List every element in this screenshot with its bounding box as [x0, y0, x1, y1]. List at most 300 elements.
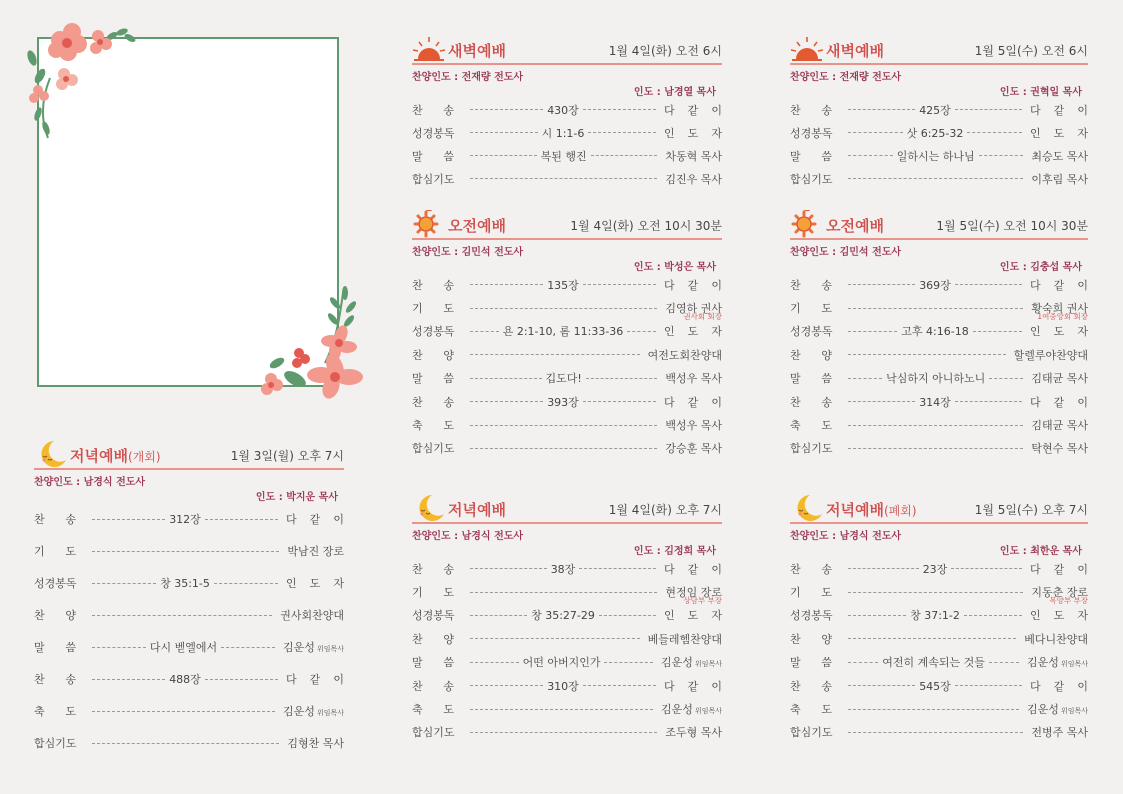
program-row: [34, 695, 344, 727]
program-person: [665, 171, 722, 187]
program-person: [1024, 631, 1088, 647]
program-content: 창 37:1-2: [910, 609, 960, 623]
program-person-name: 다 같 이: [664, 562, 722, 576]
program-row: [412, 98, 722, 121]
program-row: [412, 296, 722, 322]
choir-leader: 찬양인도 : 전재량 전도사: [790, 72, 902, 83]
floral-bottom-right-decoration: [255, 283, 365, 403]
dot-leader: [848, 401, 915, 402]
program-person-name: 인 도 자: [664, 126, 722, 140]
program-row: [790, 167, 1088, 190]
program-row: [412, 413, 722, 436]
service-title-text: 저녁예배: [70, 447, 128, 465]
program-leader-dots: [88, 671, 282, 687]
program-row: [790, 413, 1088, 436]
dot-leader: [848, 662, 878, 663]
program-person-title: 위임목사: [1060, 707, 1088, 716]
dot-leader: [470, 331, 499, 332]
program-person-name: 베들레헴찬양대: [647, 632, 722, 646]
program-content: 창 35:1-5: [160, 577, 210, 590]
program-leader-dots: [844, 102, 1026, 118]
program-person: [1031, 171, 1088, 187]
program-content: 545장: [919, 679, 951, 693]
program-label: 찬 송: [412, 103, 454, 117]
program-person-role: 상담부 부장: [683, 596, 722, 606]
program-row: [790, 651, 1088, 674]
program-person: [648, 347, 722, 363]
dot-leader: [848, 155, 893, 156]
program-content: 시 1:1-6: [541, 126, 585, 140]
dot-leader: [848, 132, 903, 133]
program-label: 찬 송: [790, 679, 832, 693]
program-person-name: 인 도 자: [664, 609, 722, 623]
choir-leader: 찬양인도 : 남경식 전도사: [34, 477, 146, 488]
sun-icon: [790, 210, 824, 238]
program-person-role: 목양부 부장: [1049, 596, 1088, 606]
program-row: [790, 674, 1088, 697]
program-leader-dots: [466, 323, 660, 339]
service-date: 1월 4일(화) 오전 10시 30분: [570, 219, 722, 233]
program-person-name: 김운성: [283, 641, 315, 654]
sunrise-icon: [412, 35, 446, 63]
header-underline: [412, 238, 722, 240]
program-label: 찬 송: [412, 395, 454, 409]
dot-leader: [951, 568, 1022, 569]
program-person-name: 현정임 장로: [665, 586, 722, 600]
program-person: [1027, 701, 1088, 717]
program-label: 축 도: [412, 419, 454, 433]
program-leader-dots: [466, 277, 660, 293]
program-content: 369장: [919, 278, 951, 292]
dot-leader: [848, 308, 1023, 309]
program-row: [790, 296, 1088, 322]
dot-leader: [92, 647, 146, 648]
program-person: [1030, 678, 1088, 694]
dot-leader: [205, 679, 278, 680]
program-row: [790, 697, 1088, 720]
program-person: [1030, 102, 1088, 118]
program-content: 창 35:27-29: [531, 609, 595, 623]
program-person-name: 인 도 자: [1030, 126, 1088, 140]
program-label: 기 도: [790, 586, 832, 600]
program-content: 38장: [550, 562, 576, 576]
dot-leader: [848, 592, 1023, 593]
program-person-name: 이후림 목사: [1031, 172, 1088, 186]
program-person-name: 황숙희 권사: [1031, 302, 1088, 316]
program-row: [790, 343, 1088, 366]
program-row: [412, 437, 722, 460]
service-title: [826, 215, 884, 236]
program-label: 찬 송: [412, 562, 454, 576]
program-label: 축 도: [34, 705, 76, 718]
service-leader: 인도 : 박지운 목사: [255, 492, 338, 503]
program-label: 말 씀: [412, 656, 454, 670]
program-person-name: 다 같 이: [1030, 395, 1088, 409]
dot-leader: [92, 679, 165, 680]
program-person-name: 김운성: [1027, 656, 1059, 670]
program-leader-dots: [88, 511, 282, 527]
header-underline: [790, 63, 1088, 65]
program-row: [790, 390, 1088, 413]
moon-icon: [412, 494, 446, 522]
program-person: [1030, 394, 1088, 410]
choir-leader: 찬양인도 : 김민석 전도사: [412, 247, 524, 258]
program-row: [412, 144, 722, 167]
program-person-name: 강승훈 목사: [665, 442, 722, 456]
program-leader-dots: [466, 448, 661, 449]
program-row: [34, 503, 344, 535]
program-content: 135장: [547, 278, 579, 292]
program-label: 기 도: [34, 545, 76, 558]
dot-leader: [973, 331, 1022, 332]
service-title: [448, 499, 506, 520]
dot-leader: [583, 284, 656, 285]
program-person-name: 다 같 이: [1030, 103, 1088, 117]
program-person: [1030, 277, 1088, 293]
service-title-text: 오전예배: [826, 217, 884, 235]
dot-leader: [470, 709, 653, 710]
program-person: [661, 654, 722, 670]
program-leader-dots: [844, 561, 1026, 577]
dot-leader: [92, 519, 165, 520]
program-row: [34, 663, 344, 695]
program-leader-dots: [88, 743, 283, 744]
dot-leader: [92, 743, 279, 744]
program-leader-dots: [466, 102, 660, 118]
service-evening-jan5: [790, 494, 1088, 744]
program-label: 기 도: [412, 586, 454, 600]
program-label: 합심기도: [790, 726, 833, 740]
program-row: [790, 721, 1088, 744]
service-title-note: (폐회): [883, 504, 917, 518]
program-leader-dots: [844, 370, 1027, 386]
program-leader-dots: [466, 178, 661, 179]
header-underline: [34, 468, 344, 470]
program-label: 축 도: [790, 703, 832, 717]
program-person: [664, 607, 722, 623]
service-leader: 인도 : 권혁일 목사: [999, 87, 1082, 98]
service-date: 1월 5일(수) 오전 6시: [974, 44, 1088, 58]
service-dawn-jan4: [412, 35, 722, 190]
program-person-name: 전병주 목사: [1031, 726, 1088, 740]
program-row: [790, 437, 1088, 460]
dot-leader: [470, 132, 538, 133]
program-leader-dots: [844, 394, 1026, 410]
dot-leader: [470, 615, 527, 616]
program-person: [1031, 370, 1088, 386]
program-leader-dots: [466, 354, 644, 355]
program-person: [664, 277, 722, 293]
program-content: 393장: [547, 395, 579, 409]
dot-leader: [470, 178, 657, 179]
program-label: 말 씀: [790, 372, 832, 386]
header-underline: [412, 63, 722, 65]
program-leader-dots: [466, 125, 660, 141]
program-person: [665, 440, 722, 456]
dot-leader: [955, 284, 1022, 285]
program-content: 일하시는 하나님: [896, 149, 975, 163]
program-row: [790, 580, 1088, 606]
service-title-text: 오전예배: [448, 217, 506, 235]
program-label: 찬 송: [790, 103, 832, 117]
program-label: 찬 양: [412, 632, 454, 646]
program-content: 복된 행진: [540, 149, 587, 163]
dot-leader: [470, 732, 657, 733]
service-leader: 인도 : 김충섭 목사: [999, 262, 1082, 273]
program-leader-dots: [844, 592, 1027, 593]
program-leader-dots: [466, 654, 657, 670]
program-person-title: 위임목사: [1060, 660, 1088, 669]
program-label: 말 씀: [34, 641, 76, 654]
sun-icon: [412, 210, 446, 238]
program-label: 찬 송: [412, 278, 454, 292]
program-leader-dots: [844, 654, 1023, 670]
program-leader-dots: [88, 551, 283, 552]
program-label: 성경봉독: [790, 325, 833, 339]
program-person: [1030, 607, 1088, 623]
dot-leader: [470, 638, 640, 639]
program-person: [1031, 148, 1088, 164]
program-label: 축 도: [790, 419, 832, 433]
program-person: [287, 735, 344, 751]
program-leader-dots: [88, 711, 279, 712]
program-person-name: 탁현수 목사: [1031, 442, 1088, 456]
program-person-name: 차동혁 목사: [665, 149, 722, 163]
program-label: 성경봉독: [412, 325, 455, 339]
program-row: [34, 567, 344, 599]
dot-leader: [848, 448, 1023, 449]
dot-leader: [583, 109, 656, 110]
program-person-name: 베다니찬양대: [1024, 632, 1088, 646]
dot-leader: [470, 155, 537, 156]
program-row: [412, 697, 722, 720]
program-person: [283, 703, 344, 719]
program-person-name: 인 도 자: [1030, 609, 1088, 623]
program-leader-dots: [466, 678, 660, 694]
program-row: [790, 627, 1088, 650]
choir-leader: 찬양인도 : 김민석 전도사: [790, 247, 902, 258]
program-leader-dots: [88, 615, 276, 616]
program-leader-dots: [466, 394, 660, 410]
service-title: [826, 499, 917, 520]
dot-leader: [848, 615, 906, 616]
header-underline: [412, 522, 722, 524]
service-date: 1월 5일(수) 오전 10시 30분: [936, 219, 1088, 233]
program-row: [34, 631, 344, 663]
program-leader-dots: [844, 709, 1023, 710]
program-person-name: 김태균 목사: [1031, 372, 1088, 386]
dot-leader: [588, 132, 656, 133]
program-leader-dots: [844, 178, 1027, 179]
program-label: 기 도: [412, 302, 454, 316]
program-content: 여전히 계속되는 것들: [882, 656, 985, 670]
program-row: [412, 651, 722, 674]
dot-leader: [92, 711, 275, 712]
service-title-text: 저녁예배: [448, 501, 506, 519]
service-date: 1월 4일(화) 오전 6시: [608, 44, 722, 58]
program-label: 성경봉독: [790, 126, 833, 140]
program-label: 축 도: [412, 703, 454, 717]
program-label: 찬 양: [790, 632, 832, 646]
dot-leader: [848, 685, 915, 686]
dot-leader: [989, 378, 1023, 379]
dot-leader: [955, 401, 1022, 402]
dot-leader: [470, 401, 543, 402]
dot-leader: [586, 378, 658, 379]
program-content: 488장: [169, 673, 201, 686]
program-label: 찬 송: [790, 562, 832, 576]
dot-leader: [470, 308, 657, 309]
dot-leader: [955, 685, 1022, 686]
dot-leader: [967, 132, 1022, 133]
program-content: 312장: [169, 513, 201, 526]
dot-leader: [92, 551, 279, 552]
program-leader-dots: [466, 732, 661, 733]
program-person: [664, 561, 722, 577]
program-person: [665, 724, 722, 740]
dot-leader: [848, 109, 915, 110]
dot-leader: [848, 568, 919, 569]
dot-leader: [604, 662, 653, 663]
service-date: 1월 3일(월) 오후 7시: [230, 449, 344, 463]
program-person-name: 다 같 이: [1030, 679, 1088, 693]
program-person: [286, 671, 344, 687]
dot-leader: [92, 615, 272, 616]
program-label: 성경봉독: [412, 609, 455, 623]
program-person: [665, 148, 722, 164]
dot-leader: [848, 284, 915, 285]
program-label: 찬 송: [34, 513, 76, 526]
program-row: [412, 721, 722, 744]
program-label: 말 씀: [790, 656, 832, 670]
program-leader-dots: [88, 639, 279, 655]
service-title: [826, 40, 884, 61]
program-content: 다시 벧엘에서: [149, 641, 218, 654]
program-content: 310장: [547, 679, 579, 693]
program-person-name: 인 도 자: [664, 325, 722, 339]
dot-leader: [470, 592, 657, 593]
dot-leader: [470, 109, 543, 110]
program-person-name: 김진우 목사: [665, 172, 722, 186]
dot-leader: [627, 331, 656, 332]
moon-icon: [790, 494, 824, 522]
program-leader-dots: [844, 277, 1026, 293]
program-person-name: 할렐루야찬양대: [1013, 348, 1088, 362]
program-row: [790, 557, 1088, 580]
dot-leader: [92, 583, 156, 584]
program-content: 낙심하지 아니하노니: [886, 372, 986, 386]
program-row: [412, 121, 722, 144]
program-label: 합심기도: [34, 737, 77, 750]
choir-leader: 찬양인도 : 전재량 전도사: [412, 72, 524, 83]
program-person-name: 백성우 목사: [665, 372, 722, 386]
service-dawn-jan5: [790, 35, 1088, 190]
program-row: [790, 273, 1088, 296]
service-header: [412, 494, 722, 524]
program-row: [412, 273, 722, 296]
program-person-name: 다 같 이: [286, 513, 344, 526]
program-person: [287, 543, 344, 559]
program-label: 말 씀: [412, 149, 454, 163]
program-person-name: 권사회찬양대: [280, 609, 344, 622]
program-row: [790, 121, 1088, 144]
program-person-role: 권사회 회장: [683, 312, 722, 322]
program-row: [412, 557, 722, 580]
program-person-name: 김운성: [283, 705, 315, 718]
dot-leader: [848, 732, 1023, 733]
program-row: [412, 674, 722, 697]
program-content: 430장: [547, 103, 579, 117]
program-label: 합심기도: [412, 442, 455, 456]
dot-leader: [599, 615, 656, 616]
service-leader: 인도 : 김정희 목사: [633, 546, 716, 557]
program-label: 찬 양: [412, 348, 454, 362]
program-person: [1030, 561, 1088, 577]
program-row: [790, 367, 1088, 390]
program-person: [1027, 654, 1088, 670]
choir-leader: 찬양인도 : 남경식 전도사: [790, 531, 902, 542]
program-leader-dots: [466, 425, 661, 426]
service-title: [448, 40, 506, 61]
program-leader-dots: [844, 323, 1026, 339]
program-row: [790, 98, 1088, 121]
program-row: [790, 320, 1088, 343]
program-row: [412, 320, 722, 343]
program-label: 합심기도: [412, 172, 455, 186]
program-label: 찬 송: [790, 395, 832, 409]
program-row: [34, 727, 344, 759]
program-leader-dots: [466, 308, 661, 309]
service-header: [412, 35, 722, 65]
service-title-text: 새벽예배: [448, 42, 506, 60]
program-leader-dots: [466, 370, 661, 386]
program-row: [34, 599, 344, 631]
program-person: [1031, 724, 1088, 740]
program-leader-dots: [466, 607, 660, 623]
dot-leader: [221, 647, 275, 648]
floral-top-left-decoration: [20, 18, 140, 148]
program-person-name: 다 같 이: [664, 395, 722, 409]
service-title: [70, 445, 161, 466]
program-person-name: 다 같 이: [664, 278, 722, 292]
program-person-name: 다 같 이: [664, 103, 722, 117]
program-leader-dots: [844, 148, 1027, 164]
program-row: [34, 535, 344, 567]
service-evening-jan3: [34, 440, 344, 759]
dot-leader: [214, 583, 278, 584]
program-label: 말 씀: [412, 372, 454, 386]
dot-leader: [205, 519, 278, 520]
service-morning-jan5: [790, 210, 1088, 460]
program-leader-dots: [466, 709, 657, 710]
program-label: 찬 양: [790, 348, 832, 362]
program-row: [412, 580, 722, 606]
program-label: 말 씀: [790, 149, 832, 163]
dot-leader: [848, 178, 1023, 179]
program-leader-dots: [88, 575, 282, 591]
program-person: [661, 701, 722, 717]
program-leader-dots: [466, 148, 661, 164]
program-leader-dots: [844, 732, 1027, 733]
program-person-title: 위임목사: [694, 707, 722, 716]
program-person: [286, 511, 344, 527]
program-leader-dots: [844, 678, 1026, 694]
service-header: [790, 35, 1088, 65]
program-label: 찬 양: [34, 609, 76, 622]
dot-leader: [848, 425, 1023, 426]
dot-leader: [848, 331, 897, 332]
program-person: [665, 417, 722, 433]
